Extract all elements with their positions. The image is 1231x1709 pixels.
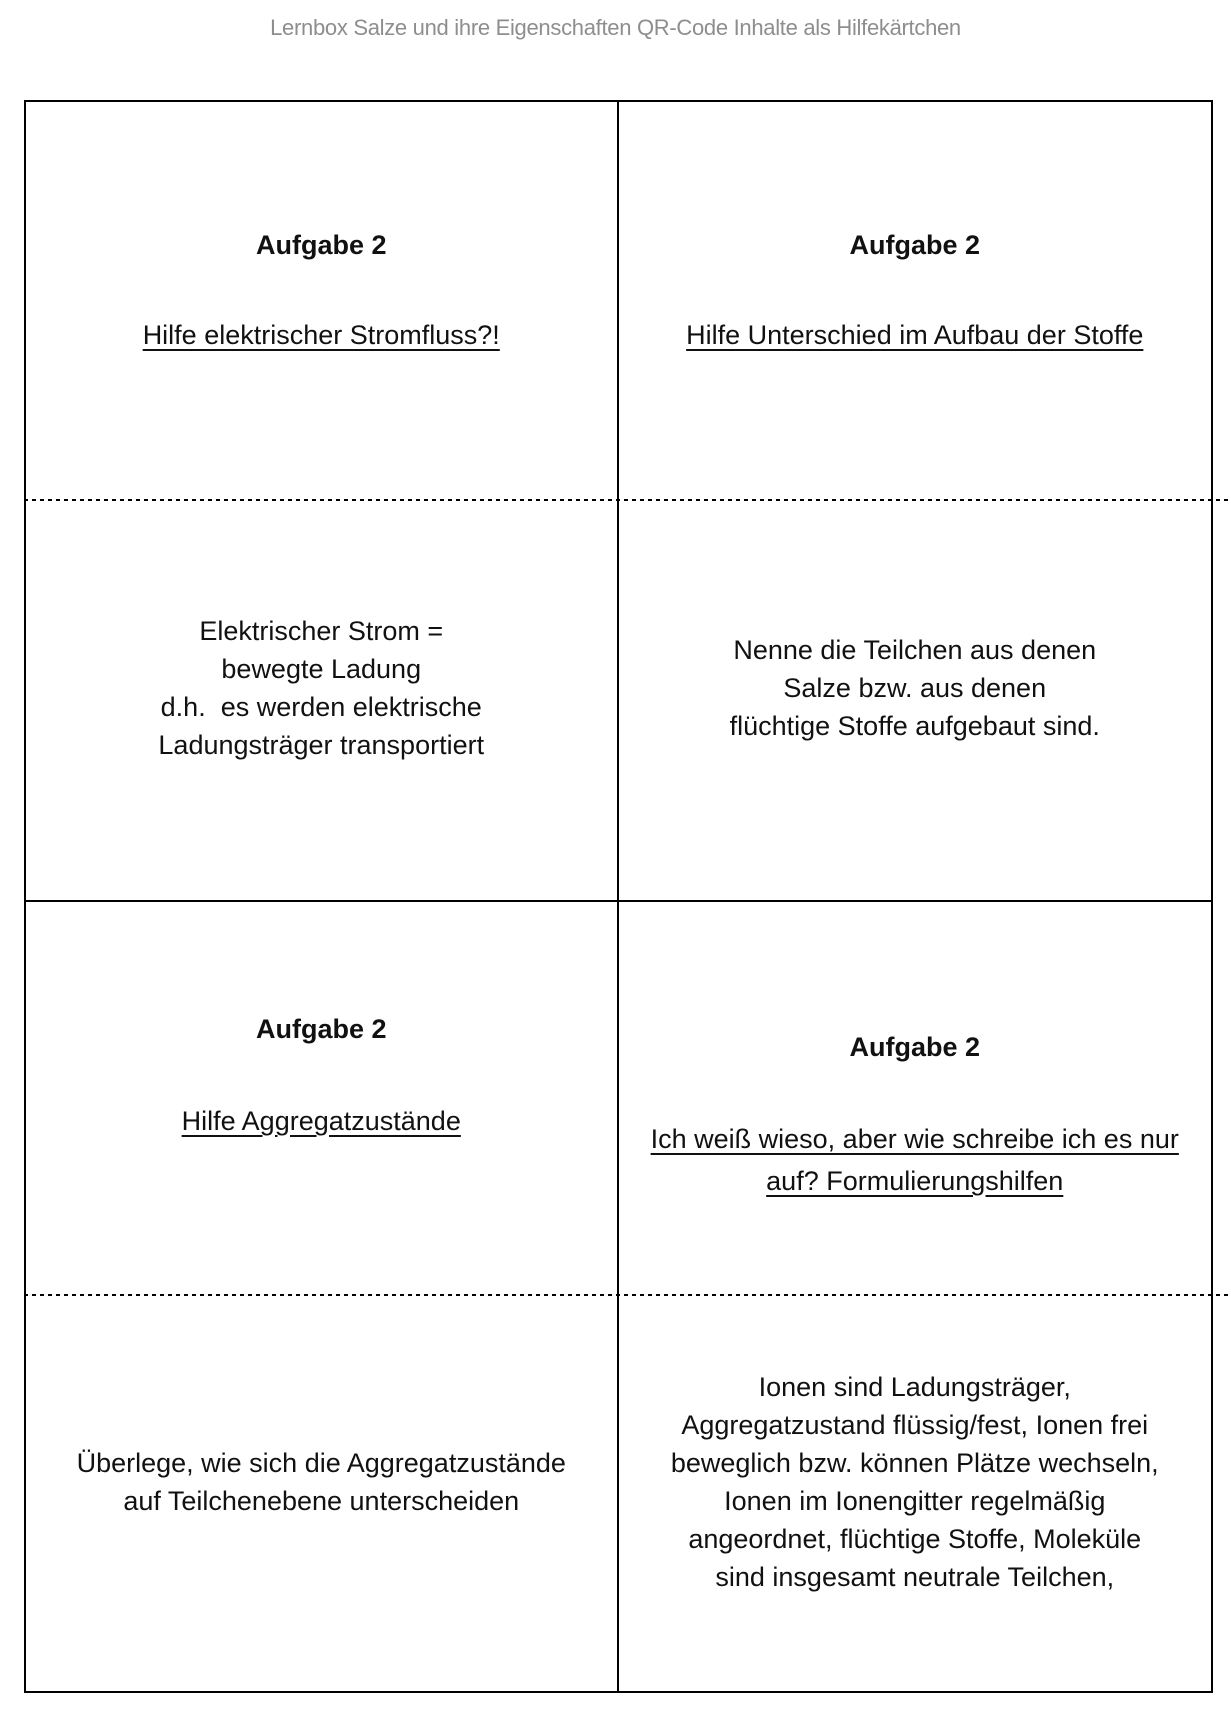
answer-line: Nenne die Teilchen aus denen	[733, 635, 1097, 665]
answer-line: Ionen sind Ladungsträger,	[758, 1371, 1071, 1402]
card-4-title: Aufgabe 2	[849, 1032, 981, 1062]
cards-table	[24, 100, 1213, 1693]
card-1-hint: Hilfe elektrischer Stromfluss?!	[142, 320, 500, 350]
card-2-title: Aufgabe 2	[849, 230, 981, 260]
card-4-hint: Ich weiß wieso, aber wie schreibe ich es nur auf? Formulierungshilfen	[650, 1124, 1179, 1196]
card-1-question	[26, 102, 619, 500]
dashed-cut-line-2	[24, 1294, 1231, 1296]
answer-line: Salze bzw. aus denen	[783, 673, 1047, 703]
card-2-hint: Hilfe Unterschied im Aufbau der Stoffe	[686, 320, 1144, 350]
answer-line: auf Teilchenebene unterscheiden	[123, 1485, 520, 1516]
card-2-question	[619, 102, 1212, 500]
card-3-answer	[26, 1296, 619, 1691]
answer-line: Ladungsträger transportiert	[158, 730, 485, 760]
card-2-answer	[619, 500, 1212, 902]
card-1-answer	[26, 500, 619, 902]
card-3-question	[26, 902, 619, 1296]
answer-line: Überlege, wie sich die Aggregatzustände	[76, 1447, 566, 1478]
answer-line: flüchtige Stoffe aufgebaut sind.	[729, 711, 1100, 741]
answer-line: bewegte Ladung	[221, 654, 422, 684]
card-3-hint: Hilfe Aggregatzustände	[181, 1106, 461, 1136]
answer-line: beweglich bzw. können Plätze wechseln,	[670, 1447, 1159, 1478]
answer-line: Ionen im Ionengitter regelmäßig	[724, 1485, 1106, 1516]
card-4-question	[619, 902, 1212, 1296]
dashed-cut-line-1	[24, 499, 1231, 501]
card-1-title: Aufgabe 2	[255, 230, 387, 260]
answer-line: d.h. es werden elektrische	[160, 692, 482, 722]
card-4-answer	[619, 1296, 1212, 1691]
answer-line: Elektrischer Strom =	[199, 616, 444, 646]
document-header: Lernbox Salze und ihre Eigenschaften QR-Code Inhalte als Hilfekärtchen	[270, 15, 961, 40]
answer-line: sind insgesamt neutrale Teilchen,	[715, 1561, 1115, 1592]
answer-line: angeordnet, flüchtige Stoffe, Moleküle	[688, 1523, 1142, 1554]
answer-line: Aggregatzustand flüssig/fest, Ionen frei	[681, 1409, 1149, 1440]
card-3-title: Aufgabe 2	[255, 1014, 387, 1044]
